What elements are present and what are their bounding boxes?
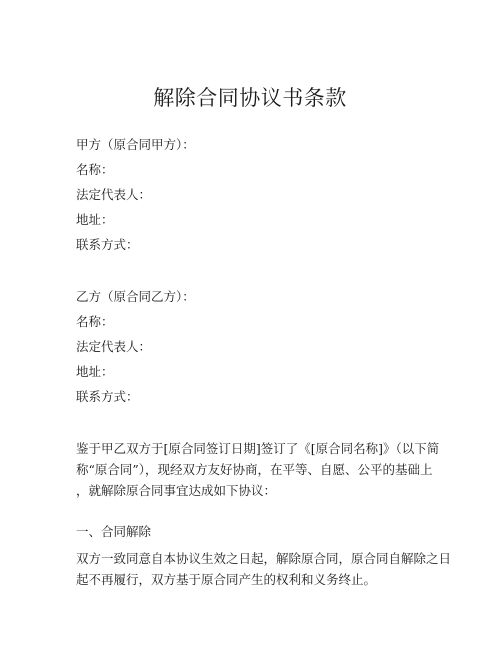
party-b-heading: 乙方（原合同乙方）： [76, 289, 195, 304]
section-1-heading: 一、合同解除 [76, 524, 152, 539]
party-a-heading: 甲方（原合同甲方）： [76, 137, 195, 152]
section-1-line-2: 起不再履行，双方基于原合同产生的权利和义务终止。 [76, 572, 377, 587]
party-b-name-label: 名称： [76, 314, 114, 329]
party-a-name-label: 名称： [76, 162, 114, 177]
party-a-contact-label: 联系方式： [76, 237, 139, 252]
party-a-address-label: 地址： [76, 212, 114, 227]
party-b-contact-label: 联系方式： [76, 389, 139, 404]
document-title: 解除合同协议书条款 [153, 86, 347, 110]
party-a-representative-label: 法定代表人： [76, 187, 152, 202]
section-1-line-1: 双方一致同意自本协议生效之日起，解除原合同，原合同自解除之日 [76, 551, 452, 566]
party-b-address-label: 地址： [76, 364, 114, 379]
party-b-representative-label: 法定代表人： [76, 339, 152, 354]
preamble-line-3: ，就解除原合同事宜达成如下协议： [76, 483, 277, 498]
preamble-line-2: 称“原合同”），现经双方友好协商，在平等、自愿、公平的基础上 [76, 462, 433, 477]
preamble-line-1: 鉴于甲乙双方于[原合同签订日期]签订了《[原合同名称]》（以下简 [76, 441, 440, 456]
